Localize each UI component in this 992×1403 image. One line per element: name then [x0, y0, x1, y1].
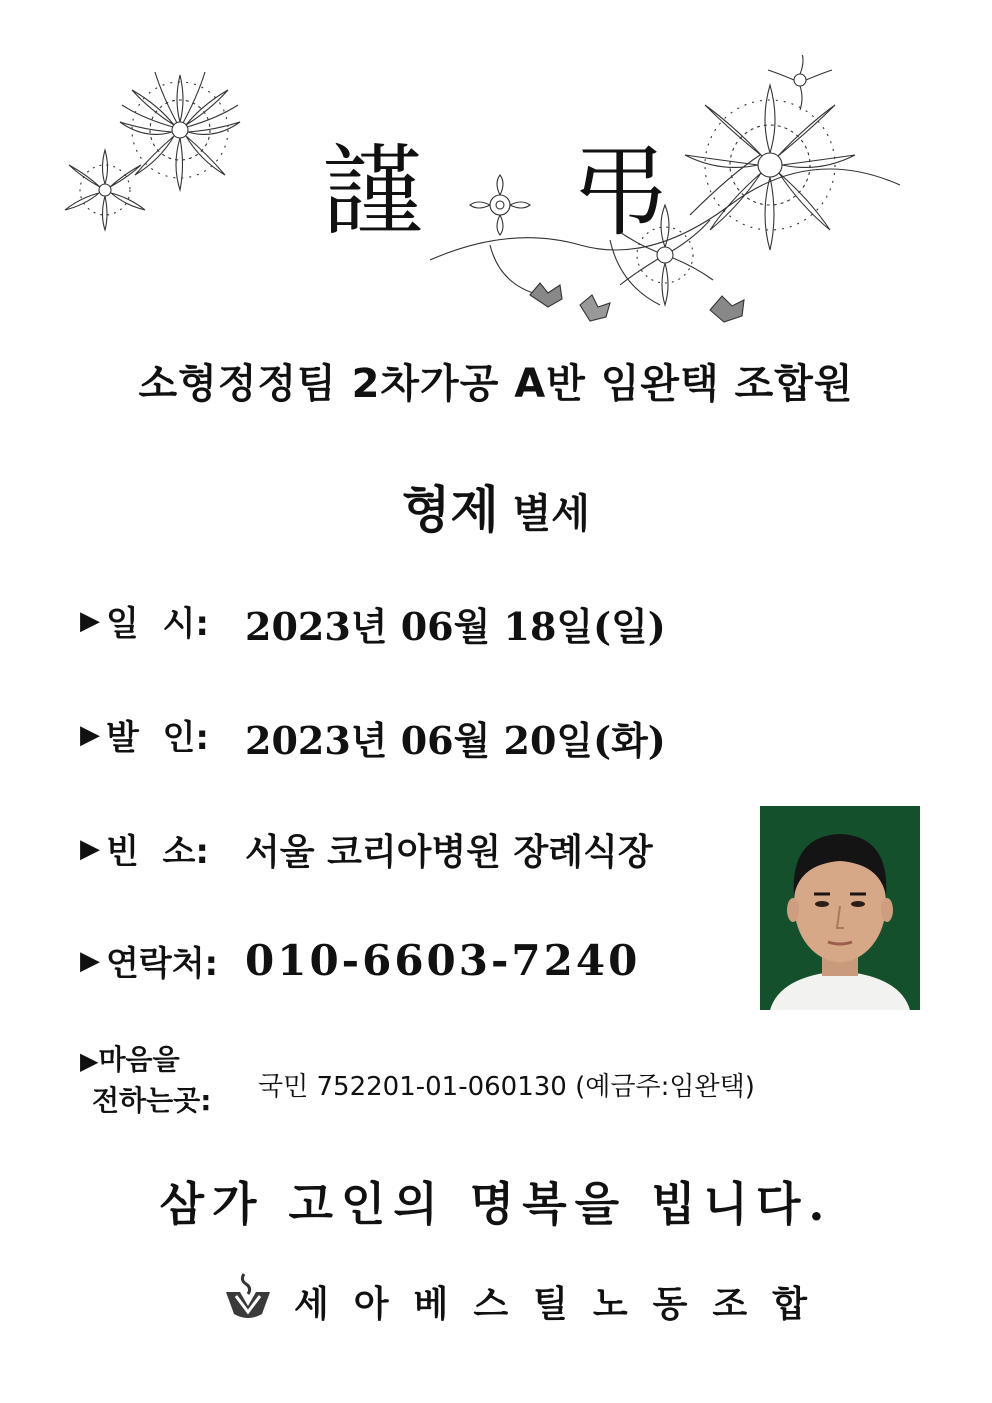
detail-row-contact — [80, 936, 641, 996]
detail-row-funeral — [80, 710, 666, 770]
triangle-marker-icon: ▶ — [80, 719, 100, 750]
contact-value: 010-6603-7240 — [245, 936, 641, 985]
portrait-photo — [760, 806, 920, 1010]
relation-suffix: 별세 — [512, 491, 590, 537]
date-value: 2023년 06월 18일(일) — [245, 604, 666, 649]
portrait-drawing — [760, 806, 920, 1010]
union-name: 세아베스틸노동조합 — [294, 1284, 832, 1325]
flower-illustration-left — [60, 60, 270, 240]
donation-account: 국민 752201-01-060130 (예금주:임완택) — [258, 1072, 755, 1102]
triangle-marker-icon: ▶ — [80, 1047, 99, 1075]
place-value: 서울 코리아병원 장례식장 — [245, 832, 653, 873]
donation-label-line2: 전하는곳: — [92, 1084, 212, 1117]
title-char-right: 弔 — [570, 133, 670, 250]
closing-message: 삼가 고인의 명복을 빕니다. — [159, 1177, 833, 1231]
donation-label-line1: ▶마음을 — [80, 1043, 180, 1076]
triangle-marker-icon: ▶ — [80, 945, 100, 976]
triangle-marker-icon: ▶ — [80, 605, 100, 636]
date-label: 일 시: — [106, 604, 209, 644]
deceased-affiliation: 소형정정팀 2차가공 A반 임완택 조합원 — [138, 361, 854, 407]
flower-illustration-right — [430, 55, 920, 335]
funeral-label: 발 인: — [106, 718, 209, 758]
title-char-left: 謹 — [322, 133, 422, 250]
place-label: 빈 소: — [106, 832, 209, 872]
donation-label — [80, 1040, 211, 1121]
relation-main: 형제 — [402, 481, 499, 539]
contact-label: 연락처: — [106, 944, 219, 984]
triangle-marker-icon: ▶ — [80, 833, 100, 864]
detail-row-date — [80, 596, 666, 656]
relation-line — [0, 470, 992, 542]
union-logo-icon — [222, 1270, 274, 1322]
detail-row-place — [80, 824, 653, 884]
funeral-value: 2023년 06월 20일(화) — [245, 718, 666, 763]
